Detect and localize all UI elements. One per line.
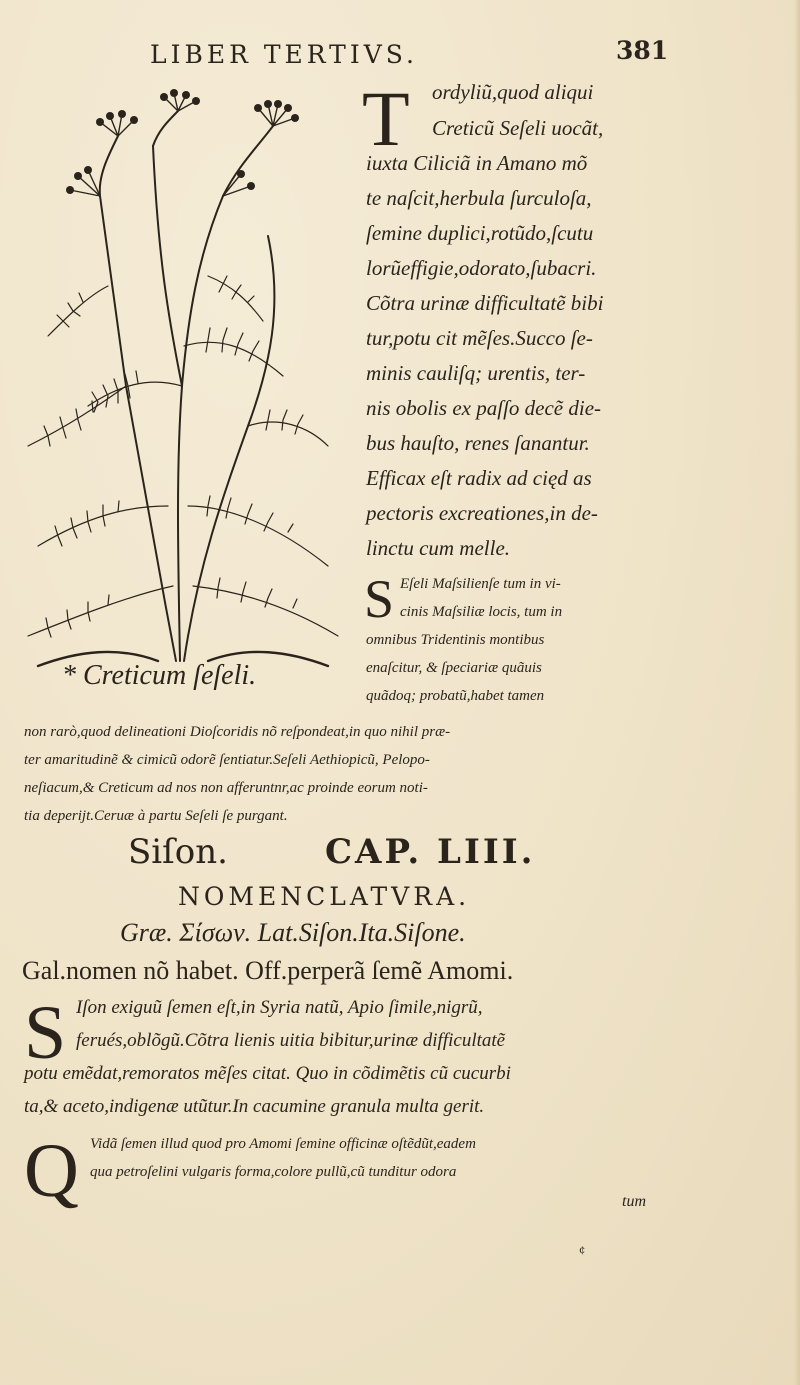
- text-line: omnibus Tridentinis montibus: [366, 632, 545, 648]
- text-line: pectoris excreationes,in de-: [366, 501, 598, 525]
- text-line: neſiacum,& Creticum ad nos non afferuntnr,ac proinde eorum noti-: [24, 780, 428, 796]
- text-line: Vidã ſemen illud quod pro Amomi ſemine officinæ oſtẽdũt,eadem: [90, 1136, 476, 1152]
- text-line: Iſon exiguũ ſemen eſt,in Syria natũ, Apio ſimile,nigrũ,: [76, 997, 483, 1018]
- page-number: 381: [616, 36, 669, 65]
- text-line: tia deperijt.Ceruæ à partu Seſeli ſe purgant.: [24, 808, 288, 824]
- text-line: bus hauſto, renes ſanantur.: [366, 431, 590, 455]
- text-line: ta,& aceto,indigenæ utũtur.In cacumine granula multa gerit.: [24, 1096, 485, 1117]
- gal-line: Gal.nomen nõ habet. Off.perperã ſemẽ Amomi.: [22, 956, 514, 985]
- text-line: ordyliũ,quod aliqui: [432, 80, 594, 104]
- drop-cap-q: Q: [24, 1129, 79, 1213]
- text-line: linctu cum melle.: [366, 536, 511, 560]
- text-line: potu emẽdat,remoratos mẽſes citat. Quo in cõdimẽtis cũ cucurbi: [24, 1063, 511, 1084]
- text-line: lorũeffigie,odorato,ſubacri.: [366, 256, 597, 280]
- text-line: ter amaritudinẽ & cimicũ odorẽ ſentiatur.Seſeli Aethiopicũ, Pelopo-: [24, 752, 430, 768]
- running-header: LIBER TERTIVS.: [150, 40, 418, 69]
- text-line: Cõtra urinæ difficultatẽ bibi: [366, 291, 604, 315]
- text-line: enaſcitur, & ſpeciariæ quãuis: [366, 660, 542, 676]
- text-line: quãdoq; probatũ,habet tamen: [366, 688, 545, 704]
- stray-mark: ¢: [579, 1245, 586, 1256]
- drop-cap-s: S: [24, 991, 67, 1075]
- text-line: tur,potu cit mẽſes.Succo ſe-: [366, 326, 593, 350]
- drop-cap-t: T: [362, 75, 410, 162]
- catchword: tum: [622, 1193, 646, 1210]
- text-line: ſemine duplici,rotũdo,ſcutu: [366, 221, 594, 245]
- illustration-caption: * Creticum ſeſeli.: [62, 660, 257, 691]
- text-line: iuxta Ciliciã in Amano mõ: [366, 151, 588, 175]
- text-line: Efficax eſt radix ad cięd as: [366, 466, 592, 490]
- page-edge: [794, 0, 800, 1385]
- text-line: non rarò,quod delineationi Dioſcoridis nõ reſpondeat,in quo nihil præ-: [24, 724, 451, 740]
- nomenclatura-heading: NOMENCLATVRA.: [178, 882, 471, 911]
- chapter-number: CAP. LIII.: [325, 832, 536, 872]
- text-line: ferués,oblõgũ.Cõtra lienis uitia bibitur,urinæ difficultatẽ: [76, 1030, 506, 1051]
- chapter-title: Siſon.: [128, 832, 228, 872]
- text-line: qua petroſelini vulgaris forma,colore pullũ,cũ tunditur odora: [90, 1164, 457, 1180]
- text-line: Creticũ Seſeli uocãt,: [432, 116, 604, 140]
- text-line: cinis Maſsiliæ locis, tum in: [400, 604, 563, 620]
- text-line: te naſcit,herbula ſurculoſa,: [366, 186, 592, 210]
- names-line: Græ. Σίσων. Lat.Siſon.Ita.Siſone.: [120, 918, 466, 947]
- text-line: nis obolis ex paſſo decẽ die-: [366, 396, 602, 420]
- drop-cap-s: S: [364, 569, 395, 629]
- creticum-seseli-woodcut: [8, 86, 353, 671]
- text-line: Eſeli Maſsilienſe tum in vi-: [400, 576, 561, 592]
- text-line: minis cauliſq; urentis, ter-: [366, 361, 586, 385]
